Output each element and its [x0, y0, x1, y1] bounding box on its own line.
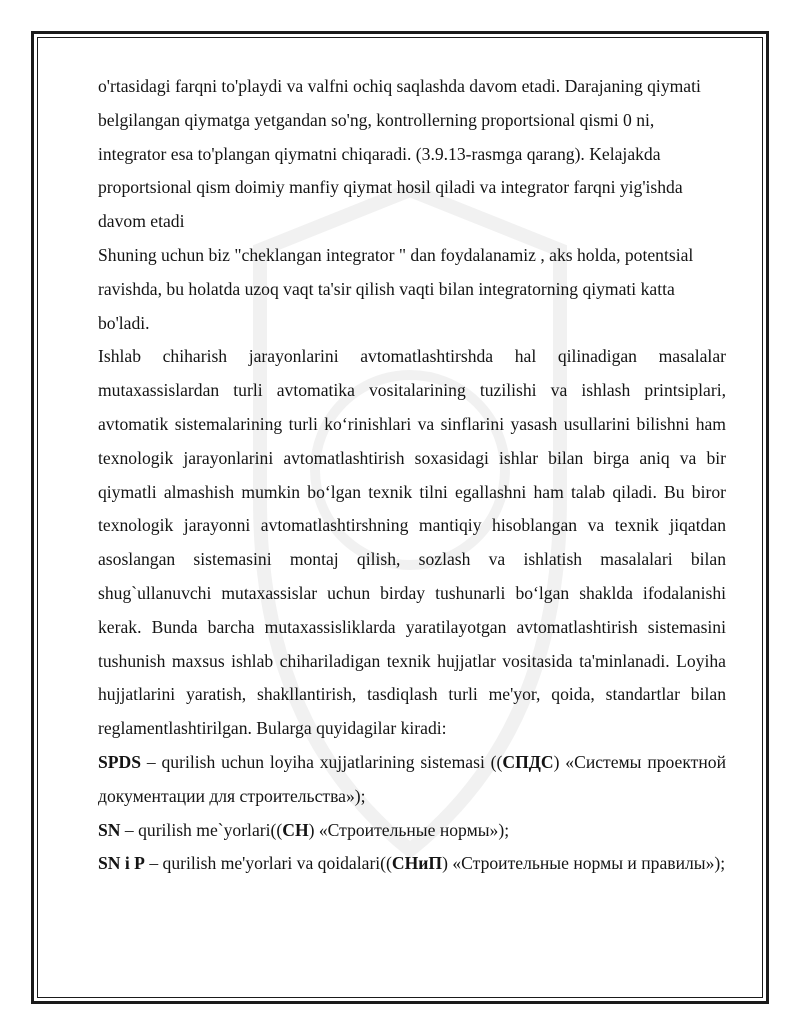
- term-spds: SPDS: [98, 751, 142, 772]
- abbr-sn: СН: [282, 819, 309, 840]
- paragraph-2: Shuning uchun biz "cheklangan integrator " dan foydalanamiz , aks holda, potentsial ravishda, bu holatda uzoq vaqt ta'sir qilish vaqti bilan integratorning qiymati katta bo'ladi.: [98, 244, 694, 333]
- definition-snip-rest: ) «Строительные нормы и правилы»);: [442, 853, 726, 874]
- definition-sn-rest: ) «Строительные нормы»);: [308, 819, 510, 840]
- definition-sn-text: – qurilish me`yorlari((: [120, 819, 283, 840]
- document-body: [98, 70, 726, 881]
- definition-spds-text: – qurilish uchun loyiha xujjatlarining sistemasi ((: [141, 751, 503, 772]
- definition-snip: [98, 847, 726, 881]
- abbr-snip: СНиП: [391, 853, 443, 874]
- paragraph-1: o'rtasidagi farqni to'playdi va valfni ochiq saqlashda davom etadi. Darajaning qiymati belgilangan qiymatga yetgandan so'ng, kontrollerning proportsional qismi 0 ni, integrator esa to'plangan qiymatni chiqaradi. (3.9.13-rasmga qarang). Kelajakda proportsional qism doimiy manfiy qiymat hosil qiladi va integrator farqni yig'ishda davom etadi: [98, 76, 701, 232]
- definition-spds: [98, 746, 726, 814]
- definition-sn: [98, 814, 726, 848]
- abbr-spds: СПДС: [502, 751, 554, 772]
- term-sn: SN: [98, 819, 121, 840]
- definition-spds-rest: ) «Системы проектной документации для строительства»);: [98, 751, 727, 806]
- term-snip: SN i P: [98, 853, 145, 874]
- paragraph-3: Ishlab chiharish jarayonlarini avtomatlashtirshda hal qilinadigan masalalar mutaxassislardan turli avtomatika vositalarining tuzilishi va ishlash printsiplari, avtomatik sistemalarining turli ko‘rinishlari va sinflarini yasash usullarini bilishni ham texnologik jarayonlarini avtomatlashtirish soxasidagi ishlar bilan birga aniq va bir qiymatli almashish mumkin bo‘lgan texnik tilni egallashni ham talab qiladi. Bu biror texnologik jarayonni avtomatlashtirshning mantiqiy hisoblangan va texnik jiqatdan asoslangan sistemasini montaj qilish, sozlash va ishlatish masalalari bilan shug`ullanuvchi mutaxassislar uchun birday tushunarli bo‘lgan shaklda ifodalanishi kerak. Bunda barcha mutaxassisliklarda yaratilayotgan avtomatlashtirish sistemasini tushunish maxsus ishlab chihariladigan texnik hujjatlar vositasida ta'minlanadi. Loyiha hujjatlarini yaratish, shakllantirish, tasdiqlash turli me'yor, qoida, standartlar bilan reglamentlashtirilgan. Bularga quyidagilar kiradi:: [98, 346, 726, 739]
- definition-snip-text: – qurilish me'yorlari va qoidalari((: [144, 853, 392, 874]
